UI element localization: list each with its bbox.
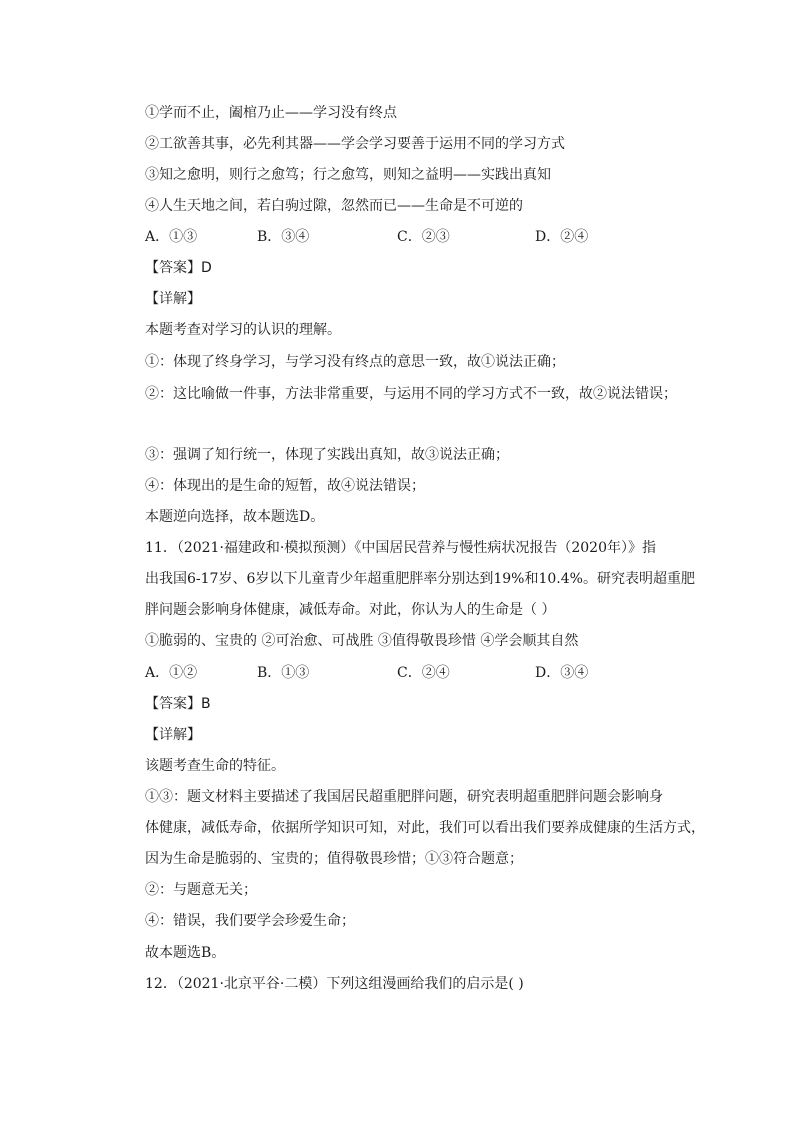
q11-stem-line: 出我国6-17岁、6岁以下儿童青少年超重肥胖率分别达到19%和10.4%。研究表明超重肥 [145,571,695,587]
q11-option-c: C．②④ [397,665,450,681]
q10-statement-3: ③知之愈明，则行之愈笃；行之愈笃，则知之益明——实践出真知 [145,167,551,183]
q10-analysis-line: ①：体现了终身学习，与学习没有终点的意思一致，故①说法正确； [145,354,565,370]
q10-option-a: A．①③ [145,229,198,245]
q11-options [145,664,665,682]
q10-analysis-label: 【详解】 [145,291,201,307]
q10-options [145,228,665,246]
q11-analysis-line: ②：与题意无关； [145,882,257,898]
q10-option-d: D．②④ [535,229,589,245]
q11-analysis-label: 【详解】 [145,727,201,743]
q10-analysis-line: 本题逆向选择，故本题选D。 [145,509,325,525]
q11-analysis-line: ④：错误，我们要学会珍爱生命； [145,913,355,929]
q11-analysis-line: 故本题选B。 [145,945,226,961]
q10-answer: 【答案】D [145,260,212,276]
q11-analysis-line: 体健康，减低寿命，依据所学知识可知，对此，我们可以看出我们要养成健康的生活方式， [145,820,705,836]
q10-analysis-line: 本题考查对学习的认识的理解。 [145,322,341,338]
q11-option-a: A．①② [145,665,198,681]
q11-analysis-line: 因为生命是脆弱的、宝贵的；值得敬畏珍惜；①③符合题意； [145,851,523,867]
q11-answer: 【答案】B [145,696,211,712]
q11-statements: ①脆弱的、宝贵的 ②可治愈、可战胜 ③值得敬畏珍惜 ④学会顺其自然 [145,633,579,649]
q11-stem-line: 11．（2021·福建政和·模拟预测）《中国居民营养与慢性病状况报告（2020年）》指 [145,540,656,556]
q10-analysis-line: ④：体现出的是生命的短暂，故④说法错误； [145,478,425,494]
q11-analysis-line: 该题考查生命的特征。 [145,758,285,774]
q10-option-c: C．②③ [397,229,450,245]
q10-analysis-line: ③：强调了知行统一，体现了实践出真知，故③说法正确； [145,447,509,463]
q10-option-b: B．③④ [257,229,310,245]
q11-option-b: B．①③ [257,665,310,681]
q11-stem-line: 胖问题会影响身体健康，减低寿命。对此，你认为人的生命是（ ） [145,602,556,618]
q10-analysis-line: ②：这比喻做一件事，方法非常重要，与运用不同的学习方式不一致，故②说法错误； [145,386,677,402]
q12-stem: 12．（2021·北京平谷·二模）下列这组漫画给我们的启示是( ) [145,976,524,992]
q10-statement-1: ①学而不止，阖棺乃止——学习没有终点 [145,105,397,121]
q10-statement-2: ②工欲善其事，必先利其器——学会学习要善于运用不同的学习方式 [145,136,565,152]
q11-analysis-line: ①③：题文材料主要描述了我国居民超重肥胖问题，研究表明超重肥胖问题会影响身 [145,789,663,805]
q11-option-d: D．③④ [535,665,589,681]
q10-statement-4: ④人生天地之间，若白驹过隙，忽然而已——生命是不可逆的 [145,198,523,214]
